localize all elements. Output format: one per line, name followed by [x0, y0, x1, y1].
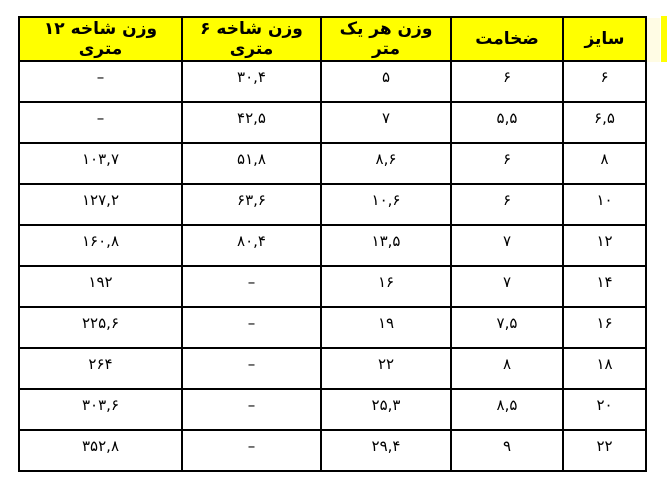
table-row — [19, 143, 646, 184]
cell-size: ۱۲ — [563, 225, 646, 266]
cell-thickness: ۶ — [451, 61, 563, 102]
table-row — [19, 307, 646, 348]
cell-thickness: ۹ — [451, 430, 563, 471]
cell-weight_per_meter: ۱۶ — [321, 266, 451, 307]
cell-thickness: ۵,۵ — [451, 102, 563, 143]
cell-thickness: ۸,۵ — [451, 389, 563, 430]
cell-weight_per_meter: ۱۳,۵ — [321, 225, 451, 266]
cell-weight_per_meter: ۱۹ — [321, 307, 451, 348]
right-edge-artifact-yellow — [661, 16, 667, 62]
table-row — [19, 266, 646, 307]
table-row — [19, 430, 646, 471]
cell-branch_12m_weight: ۳۵۲,۸ — [19, 430, 182, 471]
header-row — [19, 17, 646, 61]
cell-size: ۶ — [563, 61, 646, 102]
column-header-thickness: ضخامت — [451, 17, 563, 61]
table-row — [19, 389, 646, 430]
cell-thickness: ۷,۵ — [451, 307, 563, 348]
column-header-size: سایز — [563, 17, 646, 61]
cell-weight_per_meter: ۷ — [321, 102, 451, 143]
cell-weight_per_meter: ۲۲ — [321, 348, 451, 389]
right-edge-artifact-pale — [647, 18, 660, 62]
cell-branch_6m_weight: – — [182, 348, 321, 389]
table-row — [19, 348, 646, 389]
cell-size: ۱۰ — [563, 184, 646, 225]
cell-size: ۲۰ — [563, 389, 646, 430]
cell-branch_6m_weight: ۸۰,۴ — [182, 225, 321, 266]
table-row — [19, 225, 646, 266]
cell-size: ۱۶ — [563, 307, 646, 348]
table-row — [19, 61, 646, 102]
cell-weight_per_meter: ۲۹,۴ — [321, 430, 451, 471]
cell-branch_12m_weight: – — [19, 102, 182, 143]
cell-size: ۸ — [563, 143, 646, 184]
cell-branch_6m_weight: – — [182, 389, 321, 430]
cell-branch_12m_weight: ۱۰۳,۷ — [19, 143, 182, 184]
table-row — [19, 102, 646, 143]
cell-thickness: ۷ — [451, 225, 563, 266]
pipe-weight-table — [18, 16, 647, 472]
cell-size: ۱۸ — [563, 348, 646, 389]
cell-weight_per_meter: ۲۵,۳ — [321, 389, 451, 430]
cell-branch_12m_weight: – — [19, 61, 182, 102]
cell-branch_6m_weight: ۴۲,۵ — [182, 102, 321, 143]
cell-branch_6m_weight: ۵۱,۸ — [182, 143, 321, 184]
cell-branch_6m_weight: ۶۳,۶ — [182, 184, 321, 225]
cell-thickness: ۸ — [451, 348, 563, 389]
cell-size: ۲۲ — [563, 430, 646, 471]
cell-branch_6m_weight: ۳۰,۴ — [182, 61, 321, 102]
cell-weight_per_meter: ۵ — [321, 61, 451, 102]
cell-branch_12m_weight: ۳۰۳,۶ — [19, 389, 182, 430]
cell-weight_per_meter: ۱۰,۶ — [321, 184, 451, 225]
cell-branch_12m_weight: ۱۲۷,۲ — [19, 184, 182, 225]
column-header-weight_per_meter: وزن هر یک متر — [321, 17, 451, 61]
cell-thickness: ۶ — [451, 184, 563, 225]
cell-branch_6m_weight: – — [182, 307, 321, 348]
column-header-branch_12m_weight: وزن شاخه ۱۲ متری — [19, 17, 182, 61]
cell-size: ۶,۵ — [563, 102, 646, 143]
cell-size: ۱۴ — [563, 266, 646, 307]
cell-branch_12m_weight: ۲۶۴ — [19, 348, 182, 389]
cell-branch_12m_weight: ۱۹۲ — [19, 266, 182, 307]
cell-thickness: ۷ — [451, 266, 563, 307]
cell-branch_6m_weight: – — [182, 266, 321, 307]
cell-branch_6m_weight: – — [182, 430, 321, 471]
cell-thickness: ۶ — [451, 143, 563, 184]
cell-branch_12m_weight: ۲۲۵,۶ — [19, 307, 182, 348]
table-row — [19, 184, 646, 225]
cell-weight_per_meter: ۸,۶ — [321, 143, 451, 184]
column-header-branch_6m_weight: وزن شاخه ۶ متری — [182, 17, 321, 61]
cell-branch_12m_weight: ۱۶۰,۸ — [19, 225, 182, 266]
